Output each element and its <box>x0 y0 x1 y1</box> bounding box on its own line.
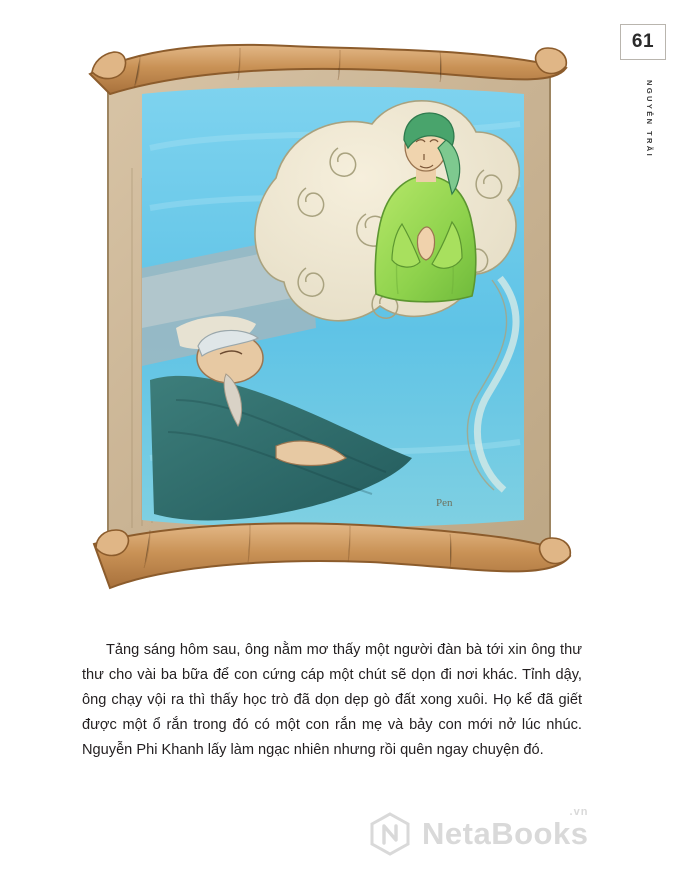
watermark-suffix: .vn <box>569 806 589 818</box>
paragraph-text: Tảng sáng hôm sau, ông nằm mơ thấy một người đàn bà tới xin ông thư thư cho vài ba bữa để con cứng cáp một chút sẽ dọn đi nơi khác. Tỉnh dậy, ông chạy vội ra thì thấy học trò đã dọn dẹp gò đất xong xuôi. Họ kể đã giết được một ổ rắn trong đó có một con rắn mẹ và bảy con mới nở lúc nhúc. Nguyễn Phi Khanh lấy làm ngạc nhiên nhưng rồi quên ngay chuyện đó. <box>82 642 582 759</box>
page-number: 61 <box>631 31 655 52</box>
watermark-brand: NetaBooks <box>422 816 589 851</box>
page-number-box <box>620 24 666 60</box>
svg-text:Pen: Pen <box>436 497 453 509</box>
body-paragraph <box>82 638 582 763</box>
watermark <box>368 806 590 856</box>
picture-area <box>142 87 524 528</box>
side-running-title: NGUYỄN TRÃI <box>645 80 654 159</box>
scroll-illustration <box>80 28 580 598</box>
netabooks-logo-icon <box>368 812 412 856</box>
